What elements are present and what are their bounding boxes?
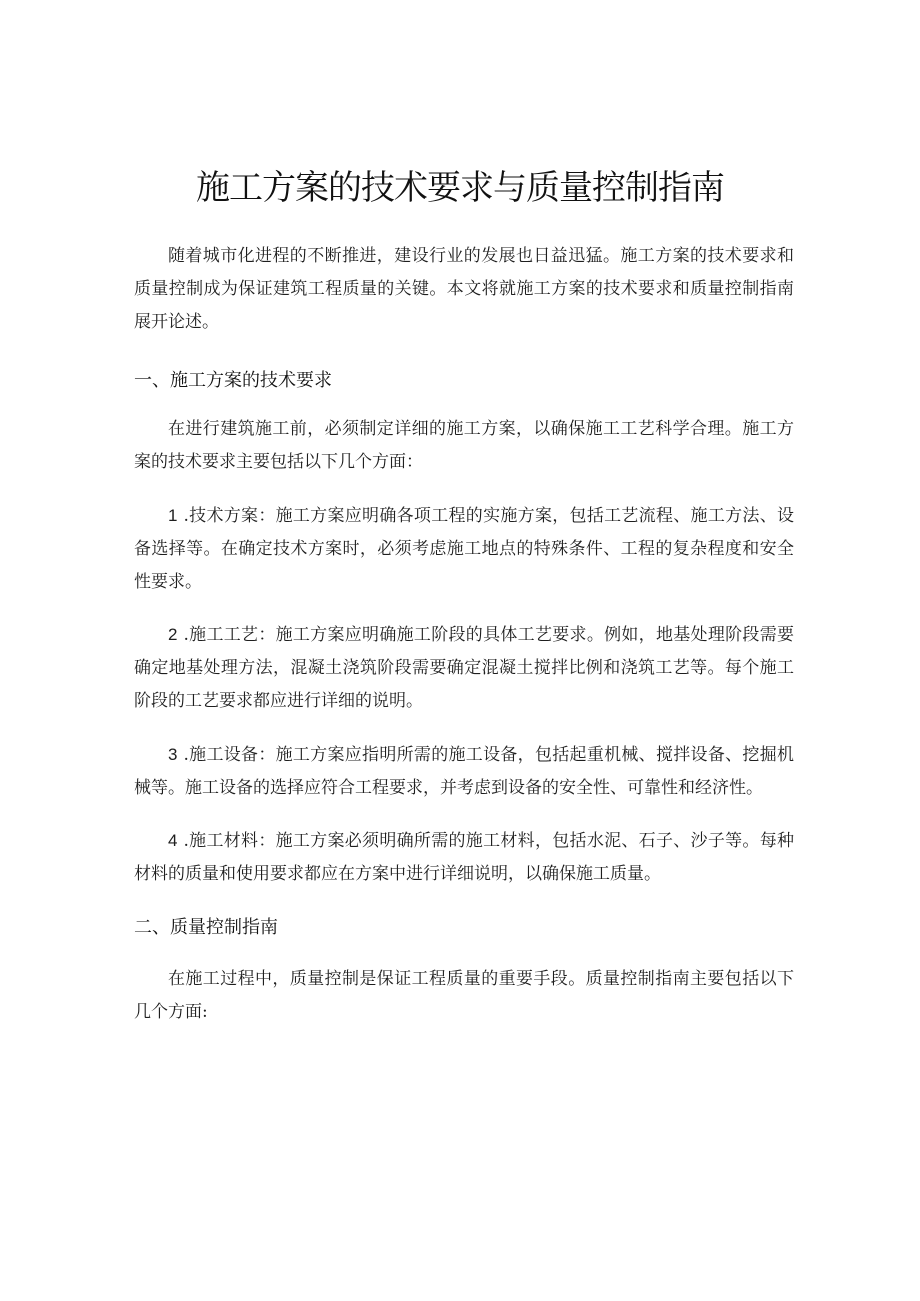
section1-intro-paragraph: 在进行建筑施工前，必须制定详细的施工方案，以确保施工工艺科学合理。施工方案的技术要求主要包括以下几个方面： (134, 419, 794, 472)
list-item-text: .施工工艺：施工方案应明确施工阶段的具体工艺要求。例如，地基处理阶段需要确定地基处理方法，混凝土浇筑阶段需要确定混凝土搅拌比例和浇筑工艺等。每个施工阶段的工艺要求都应进行详细的说明。 (134, 625, 794, 711)
list-item-technical-plan (134, 499, 794, 599)
list-item-text: .施工材料：施工方案必须明确所需的施工材料，包括水泥、石子、沙子等。每种材料的质量和使用要求都应在方案中进行详细说明，以确保施工质量。 (134, 831, 794, 884)
list-item-number: 2 (168, 625, 178, 644)
list-item-number: 1 (168, 506, 178, 525)
list-item-number: 4 (168, 831, 178, 850)
list-item-construction-process (134, 618, 794, 718)
list-item-construction-equipment (134, 738, 794, 805)
section-heading-quality-control: 二、质量控制指南 (134, 917, 278, 938)
document-title: 施工方案的技术要求与质量控制指南 (196, 168, 724, 208)
list-item-text: .技术方案：施工方案应明确各项工程的实施方案，包括工艺流程、施工方法、设备选择等。在确定技术方案时，必须考虑施工地点的特殊条件、工程的复杂程度和安全性要求。 (134, 506, 794, 592)
section-heading-technical-requirements: 一、施工方案的技术要求 (134, 370, 332, 391)
list-item-text: .施工设备：施工方案应指明所需的施工设备，包括起重机械、搅拌设备、挖掘机械等。施工设备的选择应符合工程要求，并考虑到设备的安全性、可靠性和经济性。 (134, 745, 794, 798)
section2-intro-paragraph: 在施工过程中，质量控制是保证工程质量的重要手段。质量控制指南主要包括以下几个方面: (134, 969, 794, 1022)
list-item-construction-materials (134, 824, 794, 891)
intro-paragraph: 随着城市化进程的不断推进，建设行业的发展也日益迅猛。施工方案的技术要求和质量控制成为保证建筑工程质量的关键。本文将就施工方案的技术要求和质量控制指南展开论述。 (134, 246, 794, 332)
list-item-number: 3 (168, 745, 178, 764)
